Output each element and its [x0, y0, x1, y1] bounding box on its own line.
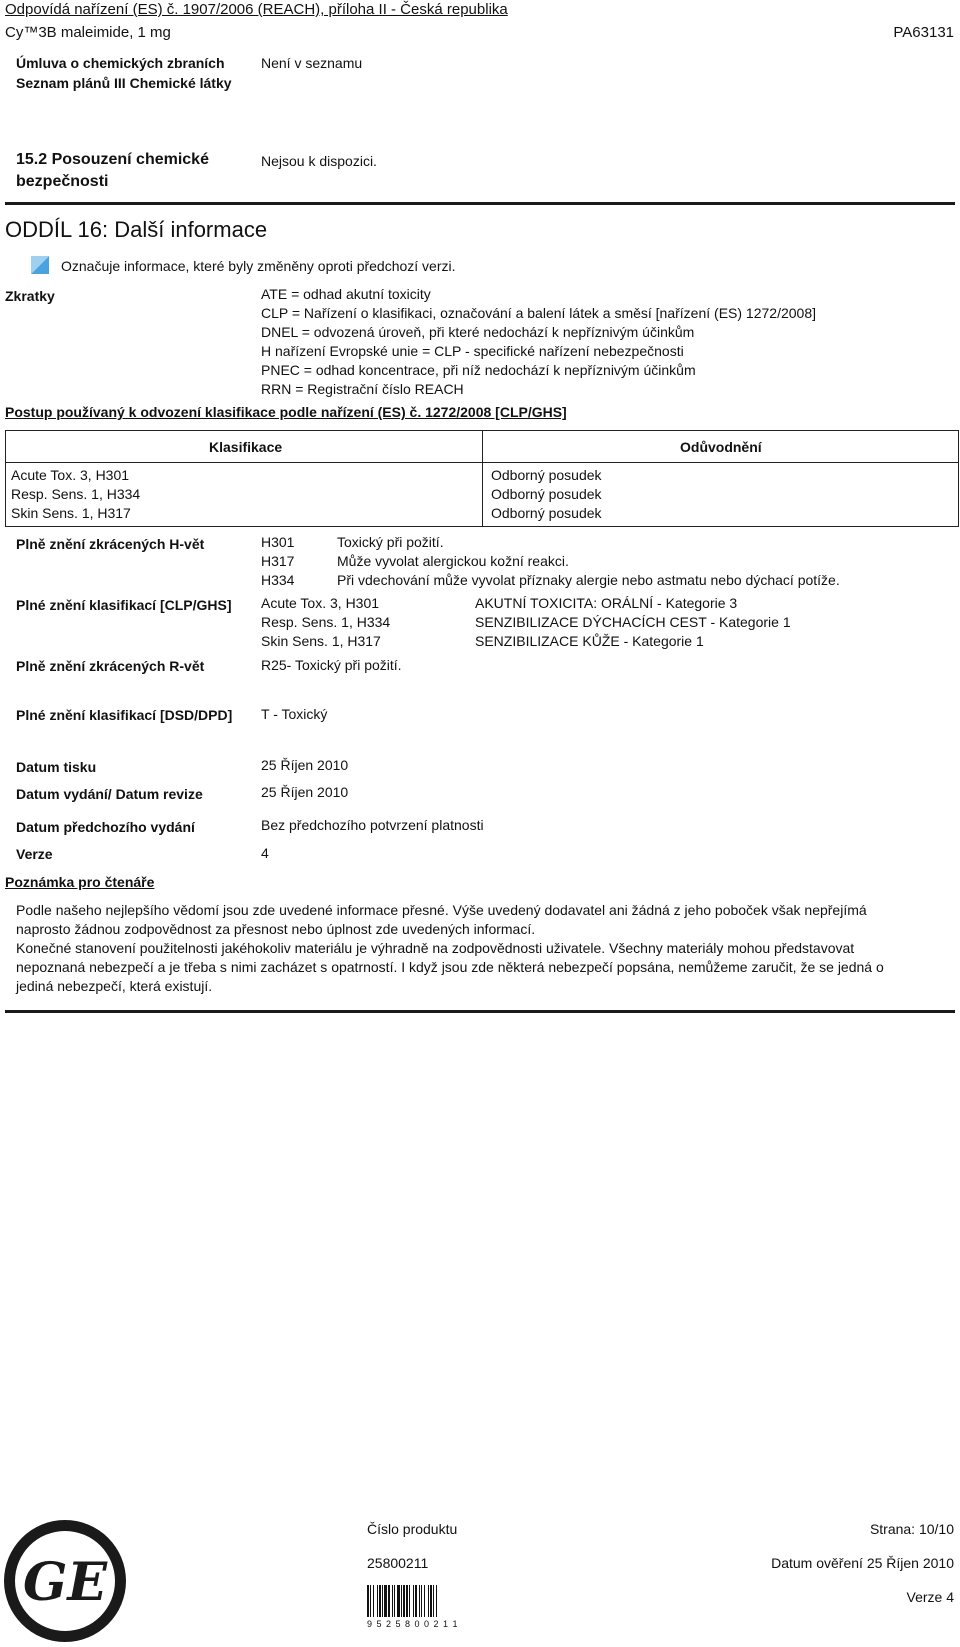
barcode-bar — [428, 1585, 429, 1617]
classification-table — [5, 430, 959, 527]
dsd-value: T - Toxický — [261, 706, 328, 722]
change-note: Označuje informace, které byly změněny oproti předchozí verzi. — [61, 258, 456, 274]
chem-weapons-label-2: Seznam plánů III Chemické látky — [16, 75, 232, 91]
barcode-bar — [382, 1585, 383, 1617]
section-rule-top — [5, 202, 955, 205]
header-regulation: Odpovídá nařízení (ES) č. 1907/2006 (REACH), příloha II - Česká republika — [5, 1, 508, 18]
safety-assessment-label-1: 15.2 Posouzení chemické — [16, 151, 209, 168]
abbrev-item: RRN = Registrační číslo REACH — [261, 381, 464, 397]
product-number: 25800211 — [367, 1555, 429, 1571]
barcode-bar — [397, 1585, 400, 1617]
abbrev-item: DNEL = odvozená úroveň, při které nedochází k nepříznivým účinkům — [261, 324, 695, 340]
header-product: Cy™3B maleimide, 1 mg — [5, 24, 171, 41]
reader-note-line: Podle našeho nejlepšího vědomí jsou zde uvedené informace přesné. Výše uvedený dodavatel ani žádná z jeho poboček však nepřejímá — [16, 902, 867, 918]
table-cell: Odborný posudek — [491, 467, 602, 483]
version-label: Verze — [16, 846, 53, 862]
barcode-bar — [403, 1585, 405, 1617]
table-cell: Resp. Sens. 1, H334 — [11, 486, 141, 502]
table-divider — [482, 431, 483, 526]
ge-logo-icon — [2, 1518, 128, 1644]
prev-issue: Bez předchozího potvrzení platnosti — [261, 817, 484, 833]
table-cell: Skin Sens. 1, H317 — [11, 505, 131, 521]
print-date-label: Datum tisku — [16, 759, 97, 775]
abbrev-item: PNEC = odhad koncentrace, při níž nedochází k nepříznivým účinkům — [261, 362, 696, 378]
table-cell: Odborný posudek — [491, 486, 602, 502]
safety-assessment-label-2: bezpečnosti — [16, 173, 109, 190]
barcode-bar — [409, 1585, 410, 1617]
barcode-bar — [413, 1585, 414, 1617]
footer-version: Verze 4 — [906, 1589, 954, 1605]
clp-texts — [475, 594, 791, 651]
reader-note-line: Konečné stanovení použitelnosti jakéhokoliv materiálu je výhradně na zodpovědnosti uživatele. Všechny materiály mohou představovat — [16, 940, 855, 956]
procedure-heading: Postup používaný k odvození klasifikace podle nařízení (ES) č. 1272/2008 [CLP/GHS] — [5, 404, 567, 420]
section-rule-bottom — [5, 1010, 955, 1013]
clp-text: SENZIBILIZACE KŮŽE - Kategorie 1 — [475, 633, 704, 649]
page-number: Strana: 10/10 — [869, 1521, 954, 1537]
reader-note-line: naprosto žádnou zodpovědnost za přesnost nebo úplnost zde uvedených informací. — [16, 921, 536, 937]
product-number-label: Číslo produktu — [367, 1521, 458, 1537]
h-text: Toxický při požití. — [337, 534, 444, 550]
barcode-bar — [401, 1585, 402, 1617]
table-justification-cell — [491, 466, 602, 523]
safety-assessment-value: Nejsou k dispozici. — [261, 153, 377, 169]
barcode-bar — [384, 1585, 387, 1617]
ge-logo-text: GE — [22, 1552, 108, 1613]
barcode-icon — [367, 1585, 495, 1617]
clp-code: Acute Tox. 3, H301 — [261, 595, 380, 611]
table-header-classification: Klasifikace — [209, 439, 283, 455]
abbrev-item: ATE = odhad akutní toxicity — [261, 286, 431, 302]
table-divider — [6, 462, 958, 463]
table-header-justification: Odůvodnění — [680, 439, 762, 455]
barcode-bar — [419, 1585, 420, 1617]
reader-note-line: jediná nebezpečí, která existují. — [16, 978, 213, 994]
prev-issue-label: Datum předchozího vydání — [16, 819, 195, 835]
barcode-bar — [430, 1585, 432, 1617]
r-phrases-label: Plně znění zkrácených R-vět — [16, 658, 205, 674]
h-code: H317 — [261, 553, 295, 569]
barcode-digits: 9 5 2 5 8 0 0 2 1 1 — [367, 1619, 459, 1629]
barcode-bar — [367, 1585, 369, 1617]
barcode-bar — [370, 1585, 371, 1617]
clp-label: Plné znění klasifikací [CLP/GHS] — [16, 597, 232, 613]
barcode-bar — [421, 1585, 422, 1617]
changed-marker-icon — [31, 256, 49, 274]
clp-code: Skin Sens. 1, H317 — [261, 633, 381, 649]
barcode-bar — [373, 1585, 374, 1617]
clp-code: Resp. Sens. 1, H334 — [261, 614, 391, 630]
chem-weapons-value: Není v seznamu — [261, 55, 363, 71]
table-classification-cell — [11, 466, 140, 523]
section16-title: ODDÍL 16: Další informace — [5, 217, 268, 242]
barcode-bar — [377, 1585, 378, 1617]
issue-date: 25 Říjen 2010 — [261, 784, 349, 800]
abbrev-item: H nařízení Evropské unie = CLP - specifické nařízení nebezpečnosti — [261, 343, 684, 359]
barcode-bar — [415, 1585, 417, 1617]
r-phrases-value: R25- Toxický při požití. — [261, 657, 402, 673]
barcode-bar — [436, 1585, 437, 1617]
reader-note — [16, 901, 884, 996]
barcode-bar — [424, 1585, 425, 1617]
header-code: PA63131 — [893, 24, 954, 41]
reader-note-line: nepoznaná nebezpečí a je třeba s nimi zacházet s opatrností. I když jsou zde některá nebezpečí popsána, nemůžeme zaručit, že se jedná o — [16, 959, 884, 975]
h-text: Při vdechování může vyvolat příznaky alergie nebo astmatu nebo dýchací potíže. — [337, 572, 840, 588]
abbrev-list — [261, 285, 816, 399]
h-codes — [261, 533, 294, 590]
reader-note-label: Poznámka pro čtenáře — [5, 874, 155, 890]
abbrev-label: Zkratky — [5, 288, 55, 304]
barcode-bar — [379, 1585, 381, 1617]
issue-date-label: Datum vydání/ Datum revize — [16, 786, 203, 802]
table-cell: Acute Tox. 3, H301 — [11, 467, 130, 483]
h-code: H334 — [261, 572, 295, 588]
barcode-bar — [392, 1585, 393, 1617]
abbrev-item: CLP = Nařízení o klasifikaci, označování a balení látek a směsí [nařízení (ES) 1272/2008] — [261, 305, 816, 321]
chem-weapons-label-1: Úmluva o chemických zbraních — [16, 55, 225, 71]
dsd-label: Plné znění klasifikací [DSD/DPD] — [16, 707, 233, 723]
table-cell: Odborný posudek — [491, 505, 602, 521]
validation-date: Datum ověření 25 Říjen 2010 — [771, 1555, 954, 1571]
h-texts — [337, 533, 840, 590]
clp-codes — [261, 594, 390, 651]
h-phrases-label: Plně znění zkrácených H-vět — [16, 536, 205, 552]
h-text: Může vyvolat alergickou kožní reakci. — [337, 553, 569, 569]
barcode-bar — [406, 1585, 408, 1617]
version-value: 4 — [261, 845, 269, 861]
barcode-bar — [388, 1585, 390, 1617]
clp-text: AKUTNÍ TOXICITA: ORÁLNÍ - Kategorie 3 — [475, 595, 738, 611]
barcode-bar — [394, 1585, 395, 1617]
clp-text: SENZIBILIZACE DÝCHACÍCH CEST - Kategorie 1 — [475, 614, 791, 630]
h-code: H301 — [261, 534, 295, 550]
print-date: 25 Říjen 2010 — [261, 757, 349, 773]
barcode-bar — [433, 1585, 434, 1617]
